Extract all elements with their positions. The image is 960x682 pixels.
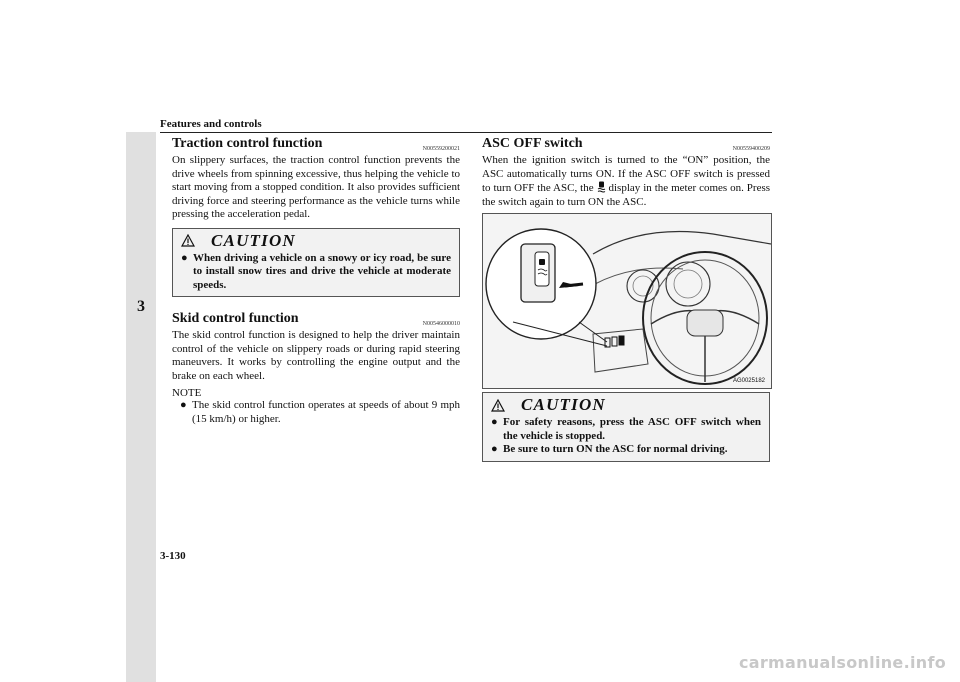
caution-item-text: When driving a vehicle on a snowy or icy road, be sure to install snow tires and drive the vehicle at moderate speeds. xyxy=(193,251,451,291)
warning-triangle-icon xyxy=(491,399,505,412)
bullet-icon: ● xyxy=(180,399,187,411)
chapter-tab xyxy=(126,132,156,682)
dashboard-figure xyxy=(482,213,772,389)
caution-item xyxy=(483,416,769,443)
asc-body-part2: display in the meter comes on. Press the switch again to turn ON the ASC. xyxy=(482,182,771,208)
asc-code: N00559400209 xyxy=(732,146,770,152)
skid-title: Skid control function xyxy=(172,311,299,326)
page-number: 3-130 xyxy=(160,550,186,562)
bullet-icon: ● xyxy=(181,251,188,264)
traction-title: Traction control function xyxy=(172,136,323,151)
caution-item-text: Be sure to turn ON the ASC for normal driving. xyxy=(503,443,728,455)
caution-header xyxy=(483,393,769,416)
note-item-text: The skid control function operates at speeds of about 9 mph (15 km/h) or higher. xyxy=(192,399,460,425)
traction-body: On slippery surfaces, the traction control function prevents the drive wheels from spinning excessive, thus helping the vehicle to start moving from a stopped condition. It also provides sufficient driving force and steering performance as the vehicle turns while pressing the acceleration pedal. xyxy=(172,154,460,220)
dashboard-illustration xyxy=(483,214,771,388)
figure-label: AG0025182 xyxy=(732,378,765,384)
asc-heading xyxy=(482,136,770,152)
caution-box-snow xyxy=(172,228,460,298)
chapter-number: 3 xyxy=(137,298,145,315)
caution-item xyxy=(173,252,459,297)
caution-item xyxy=(483,443,769,461)
bullet-icon: ● xyxy=(491,443,498,455)
skid-heading xyxy=(172,311,460,327)
running-header: Features and controls xyxy=(160,118,262,130)
note-label: NOTE xyxy=(172,387,202,399)
warning-triangle-icon xyxy=(181,234,195,247)
watermark: carmanualsonline.info xyxy=(738,653,946,672)
asc-title: ASC OFF switch xyxy=(482,136,583,151)
asc-body xyxy=(482,154,770,209)
left-column xyxy=(172,136,460,426)
traction-heading xyxy=(172,136,460,152)
caution-item-text: For safety reasons, press the ASC OFF switch when the vehicle is stopped. xyxy=(503,416,761,442)
caution-header xyxy=(173,229,459,252)
caution-title: CAUTION xyxy=(211,230,296,250)
asc-body-part1: When the ignition switch is turned to the “ON” position, the ASC automatically turns ON. If the ASC OFF switch is pressed to turn OFF the ASC, the xyxy=(482,154,770,194)
asc-indicator-icon xyxy=(597,181,606,193)
header-rule xyxy=(160,132,772,133)
bullet-icon: ● xyxy=(491,416,498,428)
caution-title: CAUTION xyxy=(521,395,606,414)
skid-body: The skid control function is designed to help the driver maintain control of the vehicle on slippery roads or during rapid steering maneuvers. It works by controlling the engine output and the brake on each wheel. xyxy=(172,329,460,382)
skid-code: N00546000010 xyxy=(422,321,460,327)
right-column xyxy=(482,136,770,462)
note-item xyxy=(172,399,460,426)
caution-box-asc xyxy=(482,392,770,462)
traction-code: N00559200021 xyxy=(422,146,460,152)
